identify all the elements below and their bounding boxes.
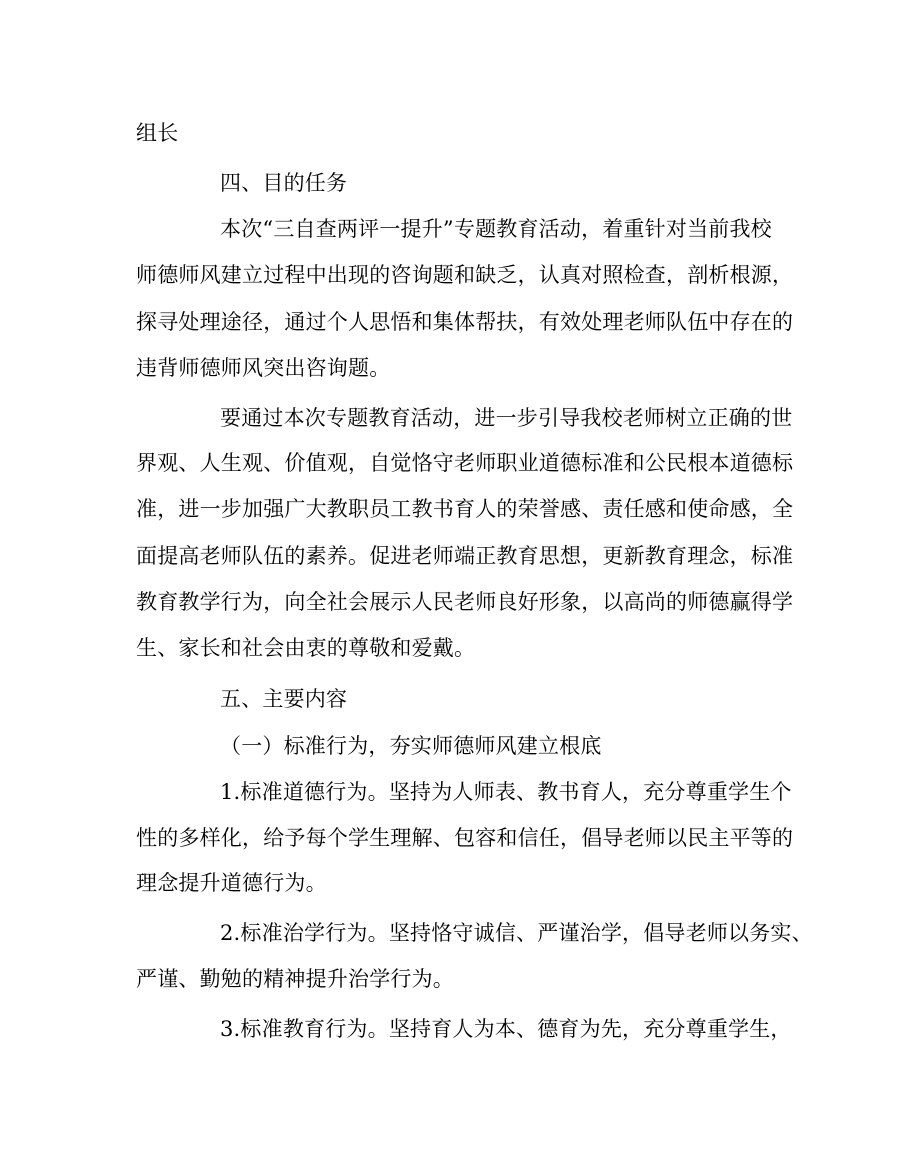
section-heading: 五、主要内容 bbox=[220, 687, 348, 711]
text-line: 违背师德师风突出咨询题。 bbox=[136, 356, 391, 380]
section-heading: 四、目的任务 bbox=[220, 171, 348, 195]
text-line: 理念提升道德行为。 bbox=[136, 871, 327, 895]
text-line: 2.标准治学行为。坚持恪守诚信、严谨治学，倡导老师以务实、 bbox=[220, 921, 813, 945]
text-line: 本次“三自查两评一提升”专题教育活动，着重针对当前我校 bbox=[220, 217, 772, 241]
text-line: 面提高老师队伍的素养。促进老师端正教育思想，更新教育理念，标准 bbox=[136, 544, 794, 568]
text-line: 要通过本次专题教育活动，进一步引导我校老师树立正确的世 bbox=[220, 406, 793, 430]
text-line: 界观、人生观、价值观，自觉恪守老师职业道德标准和公民根本道德标 bbox=[136, 451, 794, 475]
text-line: 性的多样化，给予每个学生理解、包容和信任，倡导老师以民主平等的 bbox=[136, 826, 794, 850]
text-line: 1.标准道德行为。坚持为人师表、教书育人，充分尊重学生个 bbox=[220, 780, 792, 804]
subsection-heading: （一）标准行为，夯实师德师风建立根底 bbox=[220, 734, 602, 758]
text-line: 严谨、勤勉的精神提升治学行为。 bbox=[136, 967, 454, 991]
text-line: 探寻处理途径，通过个人思悟和集体帮扶，有效处理老师队伍中存在的 bbox=[136, 310, 794, 334]
text-line: 3.标准教育行为。坚持育人为本、德育为先，充分尊重学生， bbox=[220, 1017, 792, 1041]
text-line: 师德师风建立过程中出现的咨询题和缺乏，认真对照检查，剖析根源， bbox=[136, 263, 794, 287]
text-line: 教育教学行为，向全社会展示人民老师良好形象，以高尚的师德赢得学 bbox=[136, 590, 794, 614]
text-line: 生、家长和社会由衷的尊敬和爱戴。 bbox=[136, 636, 476, 660]
text-line: 组长 bbox=[136, 121, 179, 145]
text-line: 准，进一步加强广大教职员工教书育人的荣誉感、责任感和使命感，全 bbox=[136, 497, 794, 521]
